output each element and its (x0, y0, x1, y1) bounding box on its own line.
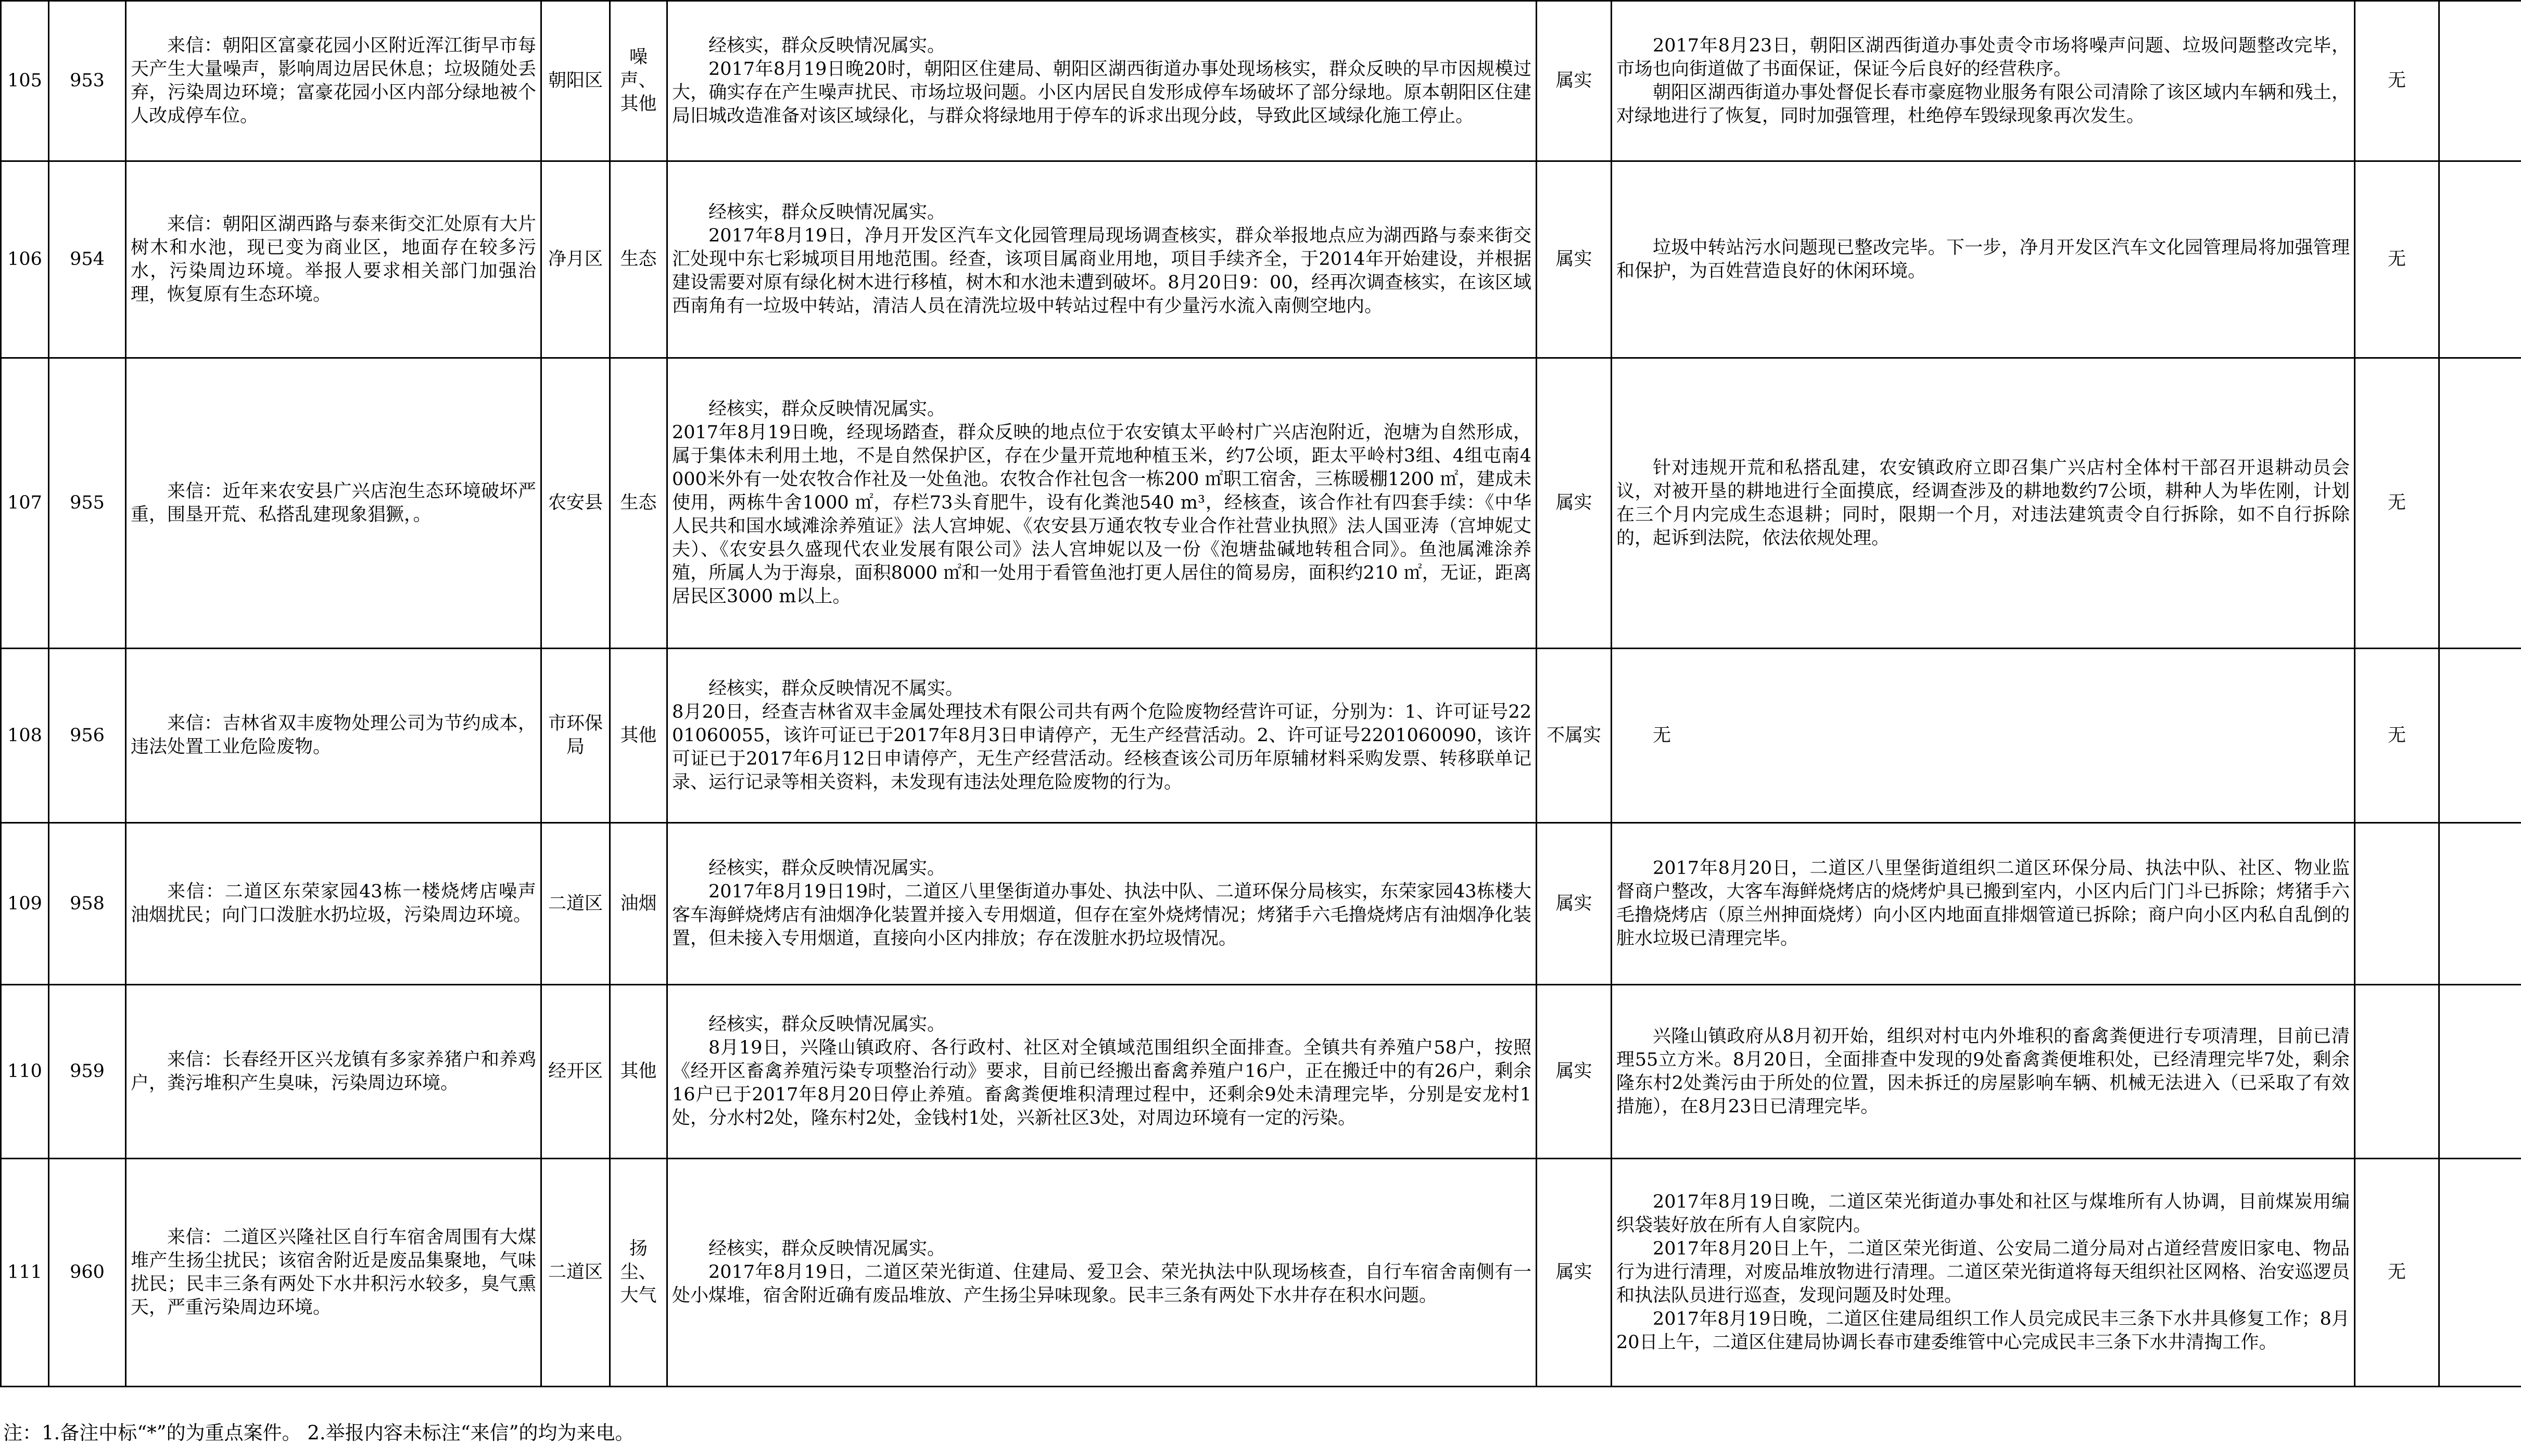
case-number: 959 (49, 985, 126, 1159)
verdict: 属实 (1537, 1159, 1612, 1387)
paragraph: 经核实，群众反映情况属实。 (708, 858, 946, 879)
table-row (1, 1, 2521, 161)
row-seq: 110 (1, 985, 49, 1159)
case-number: 953 (49, 1, 126, 161)
investigation (667, 161, 1537, 358)
paragraph: 经核实，群众反映情况属实。 (708, 399, 946, 420)
footer-note: 注：1.备注中标“*”的为重点案件。 2.举报内容未标注“来信”的均为来电。 (3, 1422, 635, 1444)
report-content (126, 161, 541, 358)
report-text: 来信：朝阳区富豪花园小区附近浑江街早市每天产生大量噪声，影响周边居民休息；垃圾随处丢弃，污染周边环境；富豪花园小区内部分绿地被个人改成停车位。 (131, 35, 536, 126)
investigation (667, 823, 1537, 985)
paragraph: 2017年8月19日晚，二道区荣光街道办事处和社区与煤堆所有人协调，目前煤炭用编织袋装好放在所有人自家院内。 (1616, 1192, 2350, 1236)
paragraph: 8月19日，兴隆山镇政府、各行政村、社区对全镇域范围组织全面排查。全镇共有养殖户58户，按照《经开区畜禽养殖污染专项整治行动》要求，目前已经搬出畜禽养殖户16户，正在搬迁中的有26户，剩余16户已于2017年8月20日停止养殖。畜禽粪便堆积清理过程中，还剩余9处未清理完毕，分别是安龙村1处，分水村2处，隆东村2处，金钱村1处，兴新社区3处，对周边环境有一定的污染。 (672, 1037, 1531, 1129)
report-text: 来信：长春经开区兴龙镇有多家养猪户和养鸡户，粪污堆积产生臭味，污染周边环境。 (131, 1049, 536, 1094)
investigation (667, 985, 1537, 1159)
table-row (1, 161, 2521, 358)
pollution-type: 其他 (610, 649, 667, 823)
investigation (667, 1159, 1537, 1387)
case-number: 960 (49, 1159, 126, 1387)
verdict: 属实 (1537, 823, 1612, 985)
extra-column (2439, 161, 2521, 358)
remark: 无 (2355, 1, 2439, 161)
handling-result (1612, 161, 2355, 358)
verdict: 属实 (1537, 1, 1612, 161)
paragraph: 2017年8月19日，二道区荣光街道、住建局、爱卫会、荣光执法中队现场核查，自行车宿舍南侧有一处小煤堆，宿舍附近确有废品堆放、产生扬尘异味现象。民丰三条有两处下水井存在积水问题。 (672, 1262, 1531, 1306)
paragraph: 朝阳区湖西街道办事处督促长春市豪庭物业服务有限公司清除了该区域内车辆和残土，对绿地进行了恢复，同时加强管理，杜绝停车毁绿现象再次发生。 (1616, 82, 2350, 126)
report-text: 来信：近年来农安县广兴店泡生态环境破坏严重，围垦开荒、私搭乱建现象猖獗，。 (131, 480, 536, 525)
paragraph: 2017年8月19日，净月开发区汽车文化园管理局现场调查核实，群众举报地点应为湖西路与泰来街交汇处现中东七彩城项目用地范围。经查，该项目属商业用地，项目手续齐全，于2014年开始建设，并根据建设需要对原有绿化树木进行移植，树木和水池未遭到破坏。8月20日9：00，经再次调查核实，在该区域西南角有一垃圾中转站，清洁人员在清洗垃圾中转站过程中有少量污水流入南侧空地内。 (672, 225, 1531, 316)
verdict: 属实 (1537, 358, 1612, 649)
case-number: 956 (49, 649, 126, 823)
district: 净月区 (541, 161, 610, 358)
district: 二道区 (541, 823, 610, 985)
paragraph: 2017年8月20日，二道区八里堡街道组织二道区环保分局、执法中队、社区、物业监督商户整改，大客车海鲜烧烤店的烧烤炉具已搬到室内，小区内后门门斗已拆除；烤猪手六毛撸烧烤店（原兰州抻面烧烤）向小区内地面直排烟管道已拆除；商户向小区内私自乱倒的脏水垃圾已清理完毕。 (1616, 858, 2350, 949)
remark: 无 (2355, 1159, 2439, 1387)
pollution-type: 扬尘、大气 (610, 1159, 667, 1387)
investigation (667, 1, 1537, 161)
remark (2355, 823, 2439, 985)
paragraph: 经核实，群众反映情况属实。 (708, 35, 946, 56)
remark (2355, 985, 2439, 1159)
pollution-type: 生态 (610, 358, 667, 649)
handling-result (1612, 1, 2355, 161)
paragraph: 垃圾中转站污水问题现已整改完毕。下一步，净月开发区汽车文化园管理局将加强管理和保护，为百姓营造良好的休闲环境。 (1616, 237, 2350, 282)
paragraph: 2017年8月20日上午，二道区荣光街道、公安局二道分局对占道经营废旧家电、物品行为进行清理，对废品堆放物进行清理。二道区荣光街道将每天组织社区网格、治安巡逻员和执法队员进行巡查，发现问题及时处理。 (1616, 1238, 2350, 1306)
row-seq: 105 (1, 1, 49, 161)
handling-result (1612, 1159, 2355, 1387)
investigation (667, 358, 1537, 649)
paragraph: 2017年8月23日，朝阳区湖西街道办事处责令市场将噪声问题、垃圾问题整改完毕，市场也向街道做了书面保证，保证今后良好的经营秩序。 (1616, 35, 2350, 80)
handling-result (1612, 649, 2355, 823)
table-row (1, 1159, 2521, 1387)
extra-column (2439, 1, 2521, 161)
row-seq: 109 (1, 823, 49, 985)
paragraph: 经核实，群众反映情况不属实。 (708, 678, 964, 699)
table-row (1, 358, 2521, 649)
paragraph: 2017年8月19日晚，二道区住建局组织工作人员完成民丰三条下水井具修复工作；8月20日上午，二道区住建局协调长春市建委维管中心完成民丰三条下水井清掏工作。 (1616, 1309, 2350, 1353)
paragraph: 2017年8月19日晚20时，朝阳区住建局、朝阳区湖西街道办事处现场核实，群众反映的早市因规模过大，确实存在产生噪声扰民、市场垃圾问题。小区内居民自发形成停车场破坏了部分绿地。原本朝阳区住建局旧城改造准备对该区域绿化，与群众将绿地用于停车的诉求出现分歧，导致此区域绿化施工停止。 (672, 58, 1531, 126)
remark: 无 (2355, 649, 2439, 823)
case-number: 958 (49, 823, 126, 985)
pollution-type: 油烟 (610, 823, 667, 985)
handling-result (1612, 358, 2355, 649)
report-content (126, 649, 541, 823)
paragraph: 经核实，群众反映情况属实。 (708, 1014, 946, 1035)
report-text: 来信：二道区东荣家园43栋一楼烧烤店噪声油烟扰民；向门口泼脏水扔垃圾，污染周边环境。 (131, 881, 536, 926)
verdict: 属实 (1537, 161, 1612, 358)
investigation (667, 649, 1537, 823)
extra-column (2439, 1159, 2521, 1387)
pollution-type: 噪声、其他 (610, 1, 667, 161)
row-seq: 111 (1, 1159, 49, 1387)
remark: 无 (2355, 358, 2439, 649)
report-content (126, 823, 541, 985)
paragraph: 兴隆山镇政府从8月初开始，组织对村屯内外堆积的畜禽粪便进行专项清理，目前已清理55立方米。8月20日，全面排查中发现的9处畜禽粪便堆积处，已经清理完毕7处，剩余隆东村2处粪污由于所处的位置，因未拆迁的房屋影响车辆、机械无法进入（已采取了有效措施），在8月23日已清理完毕。 (1616, 1025, 2350, 1117)
extra-column (2439, 358, 2521, 649)
pollution-type: 生态 (610, 161, 667, 358)
handling-result (1612, 823, 2355, 985)
paragraph: 2017年8月19日19时，二道区八里堡街道办事处、执法中队、二道环保分局核实，东荣家园43栋楼大客车海鲜烧烤店有油烟净化装置并接入专用烟道，但存在室外烧烤情况；烤猪手六毛撸烧烤店有油烟净化装置，但未接入专用烟道，直接向小区内排放；存在泼脏水扔垃圾情况。 (672, 881, 1531, 949)
district: 农安县 (541, 358, 610, 649)
paragraph: 针对违规开荒和私搭乱建，农安镇政府立即召集广兴店村全体村干部召开退耕动员会议，对被开垦的耕地进行全面摸底，经调查涉及的耕地数约7公顷，耕种人为毕佐刚，计划在三个月内完成生态退耕；同时，限期一个月，对违法建筑责令自行拆除，如不自行拆除的，起诉到法院，依法依规处理。 (1616, 457, 2350, 549)
report-text: 来信：朝阳区湖西路与泰来街交汇处原有大片树木和水池，现已变为商业区，地面存在较多污水，污染周边环境。举报人要求相关部门加强治理，恢复原有生态环境。 (131, 213, 536, 305)
table-row (1, 649, 2521, 823)
remark: 无 (2355, 161, 2439, 358)
row-seq: 106 (1, 161, 49, 358)
row-seq: 107 (1, 358, 49, 649)
extra-column (2439, 823, 2521, 985)
verdict: 属实 (1537, 985, 1612, 1159)
district: 经开区 (541, 985, 610, 1159)
paragraph: 无 (1653, 725, 1671, 746)
case-number: 955 (49, 358, 126, 649)
district: 市环保局 (541, 649, 610, 823)
report-content (126, 358, 541, 649)
handling-result (1612, 985, 2355, 1159)
paragraph: 2017年8月19日晚，经现场踏查，群众反映的地点位于农安镇太平岭村广兴店泡附近，泡塘为自然形成，属于集体未利用土地，不是自然保护区，存在少量开荒地种植玉米，约7公顷，距太平岭村3组、4组屯南4000米外有一处农牧合作社及一处鱼池。农牧合作社包含一栋200 ㎡职工宿舍，三栋暖棚1200 ㎡，建成未使用，两栋牛舍1000 ㎡，存栏73头育肥牛，设有化粪池540 m³，经核查，该合作社有四套手续：《中华人民共和国水域滩涂养殖证》法人宫坤妮、《农安县万通农牧专业合作社营业执照》法人国亚涛（宫坤妮丈夫）、《农安县久盛现代农业发展有限公司》法人宫坤妮以及一份《泡塘盐碱地转租合同》。鱼池属滩涂养殖，所属人为于海泉，面积8000 ㎡和一处用于看管鱼池打更人居住的简易房，面积约210 ㎡，无证，距离居民区3000 m以上。 (672, 422, 1531, 607)
case-table-body (1, 1, 2521, 1387)
table-row (1, 985, 2521, 1159)
district: 二道区 (541, 1159, 610, 1387)
paragraph: 8月20日，经查吉林省双丰金属处理技术有限公司共有两个危险废物经营许可证，分别为：1、许可证号2201060055，该许可证已于2017年8月3日申请停产，无生产经营活动。2、许可证号2201060090，该许可证已于2017年6月12日申请停产，无生产经营活动。经核查该公司历年原辅材料采购发票、转移联单记录、运行记录等相关资料，未发现有违法处理危险废物的行为。 (672, 701, 1531, 793)
report-text: 来信：吉林省双丰废物处理公司为节约成本，违法处置工业危险废物。 (131, 713, 536, 757)
report-text: 来信：二道区兴隆社区自行车宿舍周围有大煤堆产生扬尘扰民；该宿舍附近是废品集聚地，气味扰民；民丰三条有两处下水井积污水较多，臭气熏天，严重污染周边环境。 (131, 1226, 536, 1318)
table-row (1, 823, 2521, 985)
paragraph: 经核实，群众反映情况属实。 (708, 1238, 946, 1259)
district: 朝阳区 (541, 1, 610, 161)
report-content (126, 985, 541, 1159)
extra-column (2439, 649, 2521, 823)
pollution-type: 其他 (610, 985, 667, 1159)
row-seq: 108 (1, 649, 49, 823)
extra-column (2439, 985, 2521, 1159)
report-content (126, 1, 541, 161)
paragraph: 经核实，群众反映情况属实。 (708, 202, 946, 223)
case-number: 954 (49, 161, 126, 358)
report-content (126, 1159, 541, 1387)
verdict: 不属实 (1537, 649, 1612, 823)
